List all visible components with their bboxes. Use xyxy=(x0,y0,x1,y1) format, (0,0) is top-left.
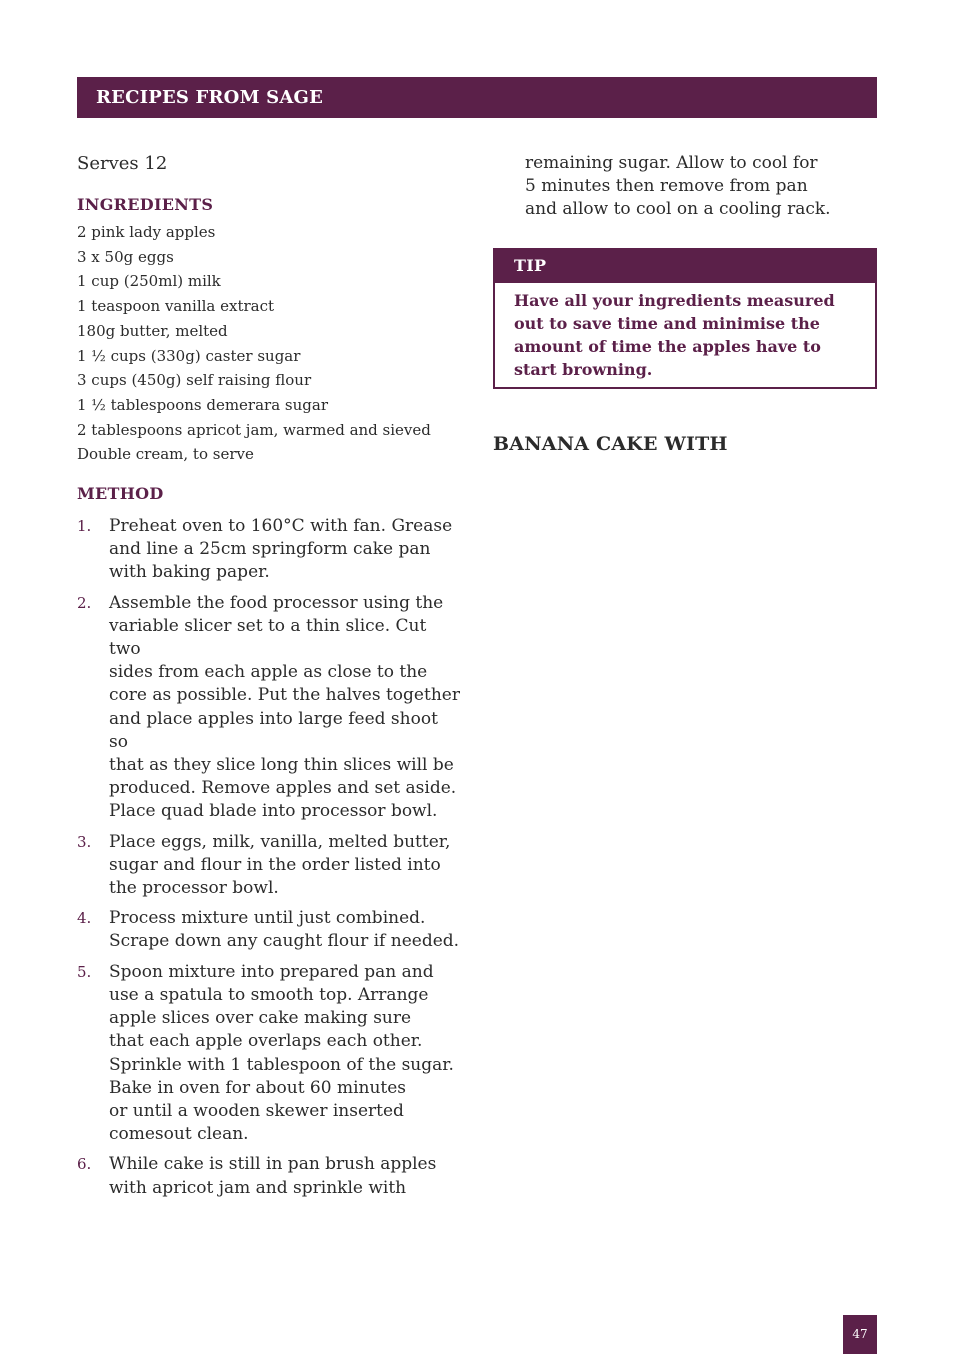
method-step xyxy=(77,907,462,953)
step-number: 5. xyxy=(77,962,92,981)
ingredient-item: Double cream, to serve xyxy=(77,445,254,464)
left-column xyxy=(77,152,462,1207)
ingredient-item: 3 cups (450g) self raising flour xyxy=(77,371,312,390)
method-heading: METHOD xyxy=(77,484,164,504)
ingredient-item: 1 teaspoon vanilla extract xyxy=(77,297,275,316)
ingredient-item: 180g butter, melted xyxy=(77,321,228,340)
section-title: RECIPES FROM SAGE xyxy=(96,87,324,108)
step-continuation-text: remaining sugar. Allow to cool for 5 minutes then remove from pan and allow to cool on a cooling rack. xyxy=(525,153,831,220)
right-column xyxy=(493,152,877,455)
step-text: Process mixture until just combined. Scrape down any caught flour if needed. xyxy=(109,908,460,952)
step-number: 2. xyxy=(77,593,92,612)
next-recipe-heading: BANANA CAKE WITH xyxy=(493,433,728,456)
method-step xyxy=(77,515,462,585)
tip-heading: TIP xyxy=(495,248,875,283)
ingredients-list xyxy=(77,220,462,467)
ingredient-item: 1 ½ cups (330g) caster sugar xyxy=(77,346,301,365)
ingredient-item: 1 cup (250ml) milk xyxy=(77,272,221,291)
section-header-bar xyxy=(77,77,877,118)
ingredient-item: 2 tablespoons apricot jam, warmed and sieved xyxy=(77,420,431,439)
ingredient-item: 1 ½ tablespoons demerara sugar xyxy=(77,395,329,414)
ingredient-item: 2 pink lady apples xyxy=(77,223,216,241)
method-steps xyxy=(77,515,462,1200)
step-number: 6. xyxy=(77,1155,92,1174)
tip-text: Have all your ingredients measured out to save time and minimise the amount of time the apples have to start browning. xyxy=(514,290,835,380)
step-number: 4. xyxy=(77,909,92,928)
step-text: Spoon mixture into prepared pan and use a spatula to smooth top. Arrange apple slices over cake making sure that each apple overlaps each other. Sprinkle with 1 tablespoon of the sugar. Bake in oven for about 60 minutes or until a wooden skewer inserted comesout clean. xyxy=(109,961,454,1145)
step-text: Place eggs, milk, vanilla, melted butter, sugar and flour in the order listed into the processor bowl. xyxy=(109,831,451,899)
step-text: Preheat oven to 160°C with fan. Grease and line a 25cm springform cake pan with baking paper. xyxy=(109,516,453,583)
method-step xyxy=(77,592,462,824)
step-number: 1. xyxy=(77,517,92,536)
method-step xyxy=(77,831,462,901)
ingredients-heading: INGREDIENTS xyxy=(77,195,214,214)
step-text: Assemble the food processor using the variable slicer set to a thin slice. Cut two sides from each apple as close to the core as possible. Put the halves together and place apples into large feed shoot so that as they slice long thin slices will be produced. Remove apples and set aside. Place quad blade into processor bowl. xyxy=(109,592,460,822)
ingredient-item: 3 x 50g eggs xyxy=(77,247,174,266)
method-step xyxy=(77,1153,462,1199)
page-number: 47 xyxy=(843,1315,877,1354)
step-number: 3. xyxy=(77,832,92,851)
step-text: While cake is still in pan brush apples with apricot jam and sprinkle with xyxy=(109,1154,437,1198)
tip-box xyxy=(493,248,877,390)
method-step xyxy=(77,961,462,1147)
serves-text: Serves 12 xyxy=(77,153,168,174)
